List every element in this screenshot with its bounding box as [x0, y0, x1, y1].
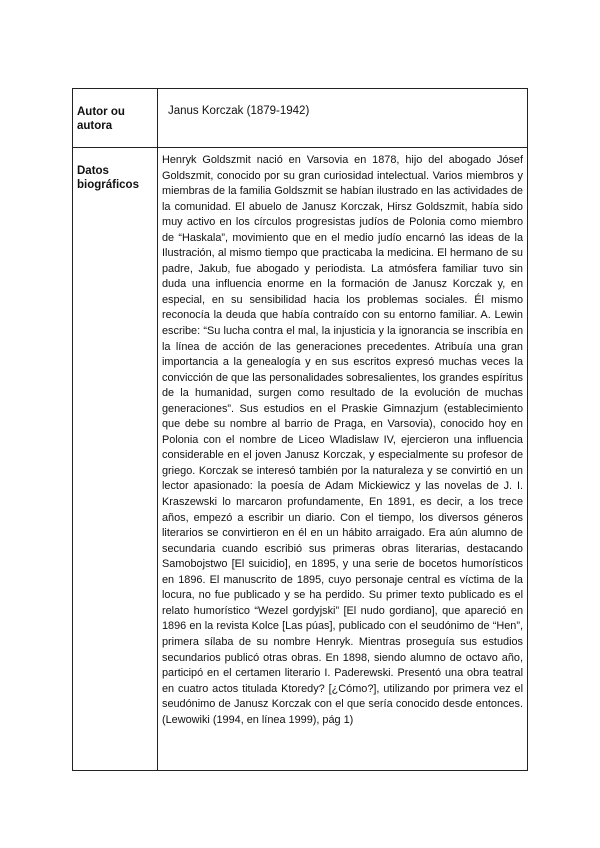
author-label: Autor ou autora	[77, 106, 125, 132]
author-value: Janus Korczak (1879-1942)	[168, 105, 310, 117]
author-row	[73, 89, 528, 148]
bio-text: Henryk Goldszmit nació en Varsovia en 1878, hijo del abogado Jósef Goldszmit, conocido por su gran curiosidad intelectual. Varios miembros y miembras de la familia Goldszmit se habían ilustrado en las actividades de la comunidad. El abuelo de Janusz Korczak, Hirsz Goldszmit, había sido muy activo en los círculos progresistas judíos de Polonia como miembro de “Haskala”, movimiento que en el medio judío encarnó las ideas de la Ilustración, al mismo tiempo que practicaba la medicina. El hermano de su padre, Jakub, fue abogado y periodista. La atmósfera familiar tuvo sin duda una influencia enorme en la formación de Janusz Korczak y, en especial, en su sensibilidad hacia los problemas sociales. Él mismo reconocía la deuda que había contraído con su entorno familiar. A. Lewin escribe: “Su lucha contra el mal, la injusticia y la ignorancia se inscribía en la línea de acción de las generaciones precedentes. Atribuía una gran importancia a la genealogía y en sus escritos expresó muchas veces la convicción de que las personalidades sobresalientes, los grandes espíritus de la humanidad, surgen como resultado de la evolución de muchas generaciones”. Sus estudios en el Praskie Gimnazjum (establecimiento que debe su nombre al barrio de Praga, en Varsovia), conocido hoy en Polonia con el nombre de Liceo Wladislaw IV, ejercieron una influencia considerable en el joven Janusz Korczak, y especialmente su profesor de griego. Korczak se interesó también por la naturaleza y se convirtió en un lector apasionado: la poesía de Adam Mickiewicz y las novelas de J. I. Kraszewski lo marcaron profundamente, En 1891, es decir, a los trece años, empezó a escribir un diario. Con el tiempo, los diversos géneros literarios se convirtieron en él en un hábito arraigado. Era aún alumno de secundaria cuando escribió sus primeras obras literarias, destacando Samobojstwo [El suicidio], en 1895, y una serie de bocetos humorísticos en 1896. El manuscrito de 1895, cuyo personaje central es víctima de la locura, no fue publicado y se ha perdido. Su primer texto publicado es el relato humorístico “Wezel gordyjski” [El nudo gordiano], que apareció en 1896 en la revista Kolce [Las púas], publicado con el seudónimo de “Hen”, primera sílaba de su nombre Henryk. Mientras proseguía sus estudios secundarios publicó otras obras. En 1898, siendo alumno de octavo año, participó en el certamen literario I. Paderewski. Presentó una obra teatral en cuatro actos titulada Ktoredy? [¿Cómo?], utilizando por primera vez el seudónimo de Janusz Korczak con el que sería conocido desde entonces. (Lewowiki (1994, en línea 1999), pág 1)	[162, 154, 523, 726]
author-value-cell	[158, 89, 528, 148]
author-label-cell	[73, 89, 158, 148]
bio-value-cell	[158, 148, 528, 771]
bio-row	[73, 148, 528, 771]
biography-table	[72, 88, 528, 771]
bio-label: Datos biográficos	[77, 165, 139, 191]
bio-label-cell	[73, 148, 158, 771]
